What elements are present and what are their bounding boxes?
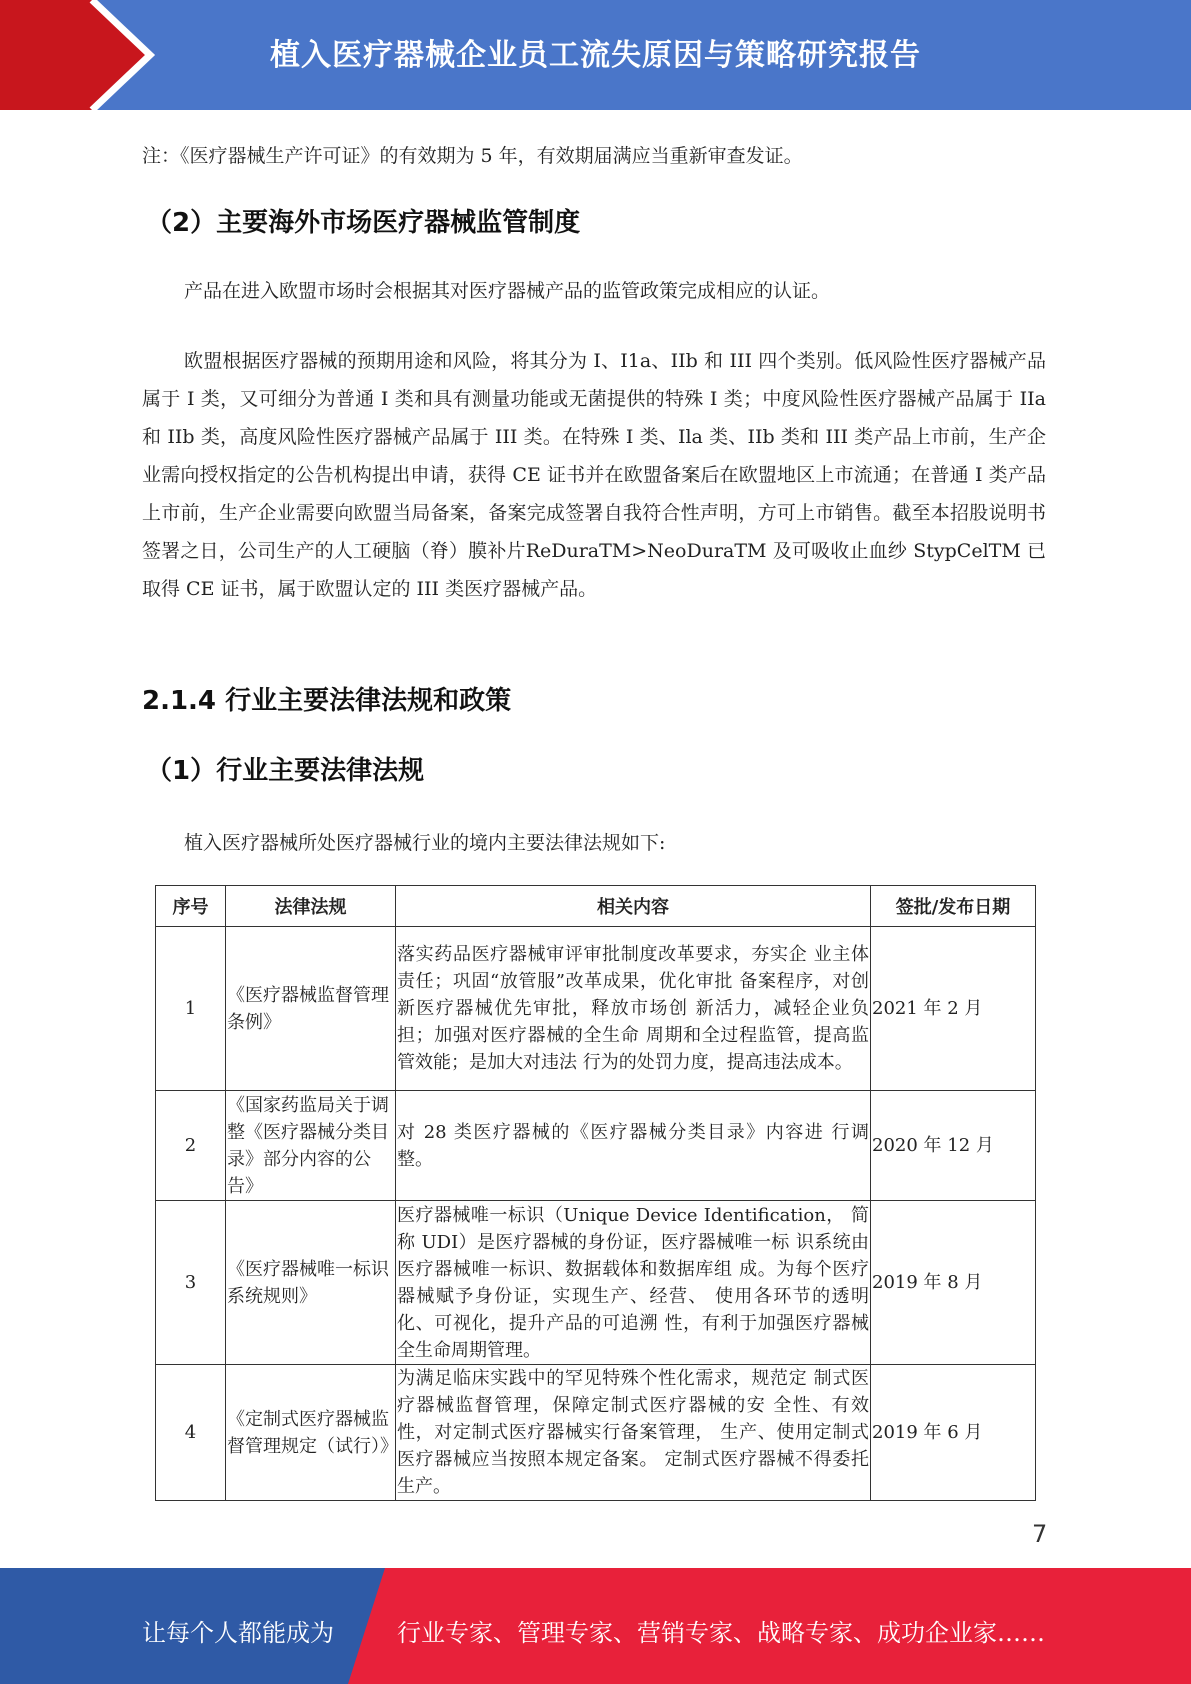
cell-date: 2021 年 2 月 — [871, 927, 1036, 1091]
laws-table — [155, 885, 1036, 1501]
subheading-overseas-regulation: （2）主要海外市场医疗器械监管制度 — [146, 208, 581, 238]
cell-law: 《医疗器械唯一标识系统规则》 — [226, 1201, 396, 1365]
subheading-laws: （1）行业主要法律法规 — [146, 756, 425, 786]
report-title: 植入医疗器械企业员工流失原因与策略研究报告 — [270, 38, 921, 73]
cell-content: 对 28 类医疗器械的《医疗器械分类目录》内容进 行调整。 — [396, 1091, 871, 1201]
cell-date: 2019 年 8 月 — [871, 1201, 1036, 1365]
cell-content: 医疗器械唯一标识（Unique Device Identification， 简称 UDI）是医疗器械的身份证，医疗器械唯一标 识系统由医疗器械唯一标识、数据载体和数据库组 成。为每个医疗器械赋予身份证，实现生产、经营、 使用各环节的透明化、可视化，提升产品的可追溯 性，有利于加强医疗器械全生命周期管理。 — [396, 1201, 871, 1365]
cell-law: 《国家药监局关于调整《医疗器械分类目录》部分内容的公告》 — [226, 1091, 396, 1201]
header-arrow-decoration — [0, 0, 200, 110]
footer-slogan-left: 让每个人都能成为 — [142, 1619, 334, 1647]
footer-slogan-right: 行业专家、管理专家、营销专家、战略专家、成功企业家…… — [397, 1619, 1045, 1647]
table-row — [156, 1365, 1036, 1501]
cell-no: 3 — [156, 1201, 226, 1365]
header-content: 相关内容 — [396, 886, 871, 927]
cell-content: 为满足临床实践中的罕见特殊个性化需求，规范定 制式医疗器械监督管理，保障定制式医疗器械的安 全性、有效性，对定制式医疗器械实行备案管理， 生产、使用定制式医疗器械应当按照本规定备案。 定制式医疗器械不得委托生产。 — [396, 1365, 871, 1501]
license-note: 注：《医疗器械生产许可证》的有效期为 5 年，有效期届满应当重新审查发证。 — [142, 145, 803, 167]
cell-date: 2020 年 12 月 — [871, 1091, 1036, 1201]
cell-content: 落实药品医疗器械审评审批制度改革要求，夯实企 业主体责任；巩固“放管服”改革成果，优化审批 备案程序，对创新医疗器械优先审批，释放市场创 新活力，减轻企业负担；加强对医疗器械的全生命 周期和全过程监管，提高监管效能；是加大对违法 行为的处罚力度，提高违法成本。 — [396, 927, 871, 1091]
header-no: 序号 — [156, 886, 226, 927]
table-intro: 植入医疗器械所处医疗器械行业的境内主要法律法规如下: — [184, 832, 666, 854]
header-law: 法律法规 — [226, 886, 396, 927]
cell-date: 2019 年 6 月 — [871, 1365, 1036, 1501]
header-date: 签批/发布日期 — [871, 886, 1036, 927]
cell-law: 《定制式医疗器械监督管理规定（试行）》 — [226, 1365, 396, 1501]
paragraph-eu-certification: 产品在进入欧盟市场时会根据其对医疗器械产品的监管政策完成相应的认证。 — [184, 280, 831, 302]
table-row — [156, 1091, 1036, 1201]
page-number: 7 — [1032, 1520, 1048, 1548]
table-row — [156, 1201, 1036, 1365]
cell-law: 《医疗器械监督管理条例》 — [226, 927, 396, 1091]
cell-no: 1 — [156, 927, 226, 1091]
cell-no: 4 — [156, 1365, 226, 1501]
paragraph-eu-classification: 欧盟根据医疗器械的预期用途和风险，将其分为 I、I1a、IIb 和 III 四个类别。低风险性医疗器械产品属于 I 类，又可细分为普通 I 类和具有测量功能或无菌提供的特殊 I 类；中度风险性医疗器械产品属于 IIa 和 IIb 类，高度风险性医疗器械产品属于 III 类。在特殊 I 类、Ila 类、IIb 类和 III 类产品上市前，生产企业需向授权指定的公告机构提出申请，获得 CE 证书并在欧盟备案后在欧盟地区上市流通；在普通 I 类产品上市前，生产企业需要向欧盟当局备案，备案完成签署自我符合性声明，方可上市销售。截至本招股说明书签署之日，公司生产的人工硬脑（脊）膜补片ReDuraTM>NeoDuraTM 及可吸收止血纱 StypCelTM 已取得 CE 证书，属于欧盟认定的 III 类医疗器械产品。 — [142, 350, 1046, 600]
section-heading: 2.1.4 行业主要法律法规和政策 — [142, 686, 512, 716]
table-header-row — [156, 886, 1036, 927]
cell-no: 2 — [156, 1091, 226, 1201]
table-row — [156, 927, 1036, 1091]
